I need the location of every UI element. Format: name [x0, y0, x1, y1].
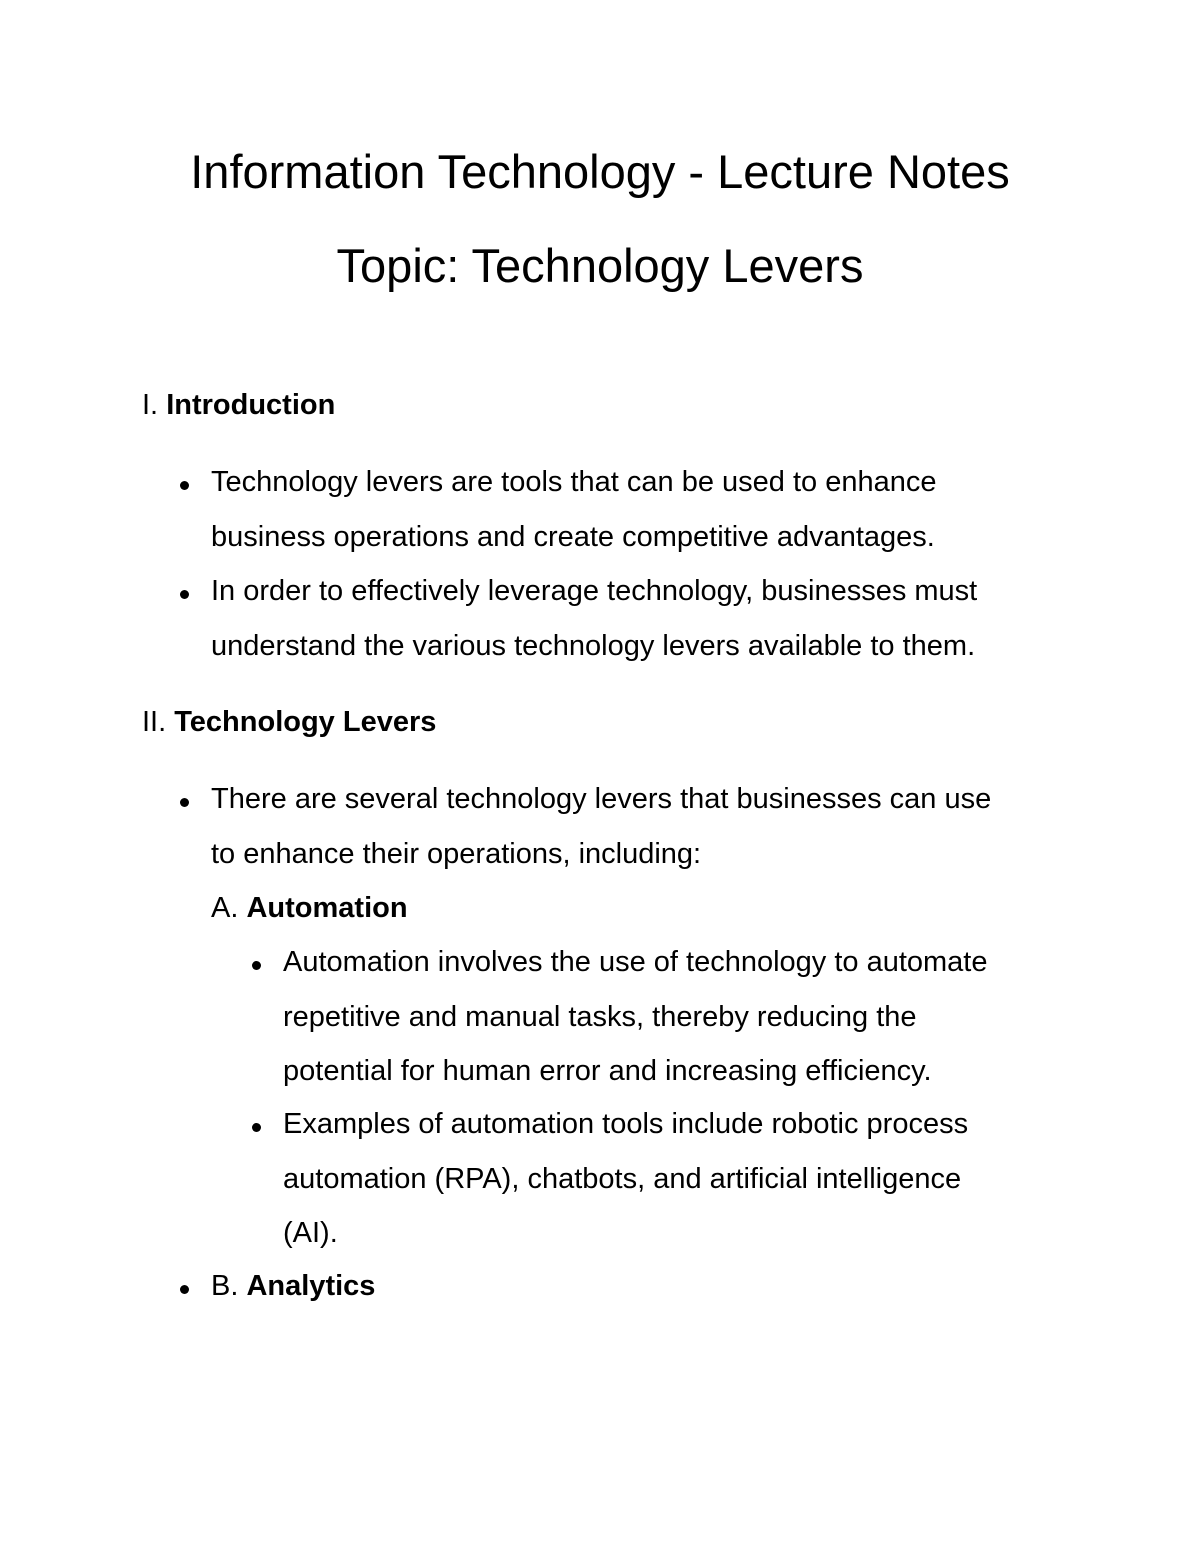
- section-heading-introduction: [142, 391, 335, 420]
- bullet-dot: [180, 481, 189, 490]
- document-subtitle: Topic: Technology Levers: [336, 239, 864, 292]
- list-item-line: Examples of automation tools include robotic process: [283, 1108, 969, 1140]
- list-item-line: Technology levers are tools that can be used to enhance: [211, 466, 937, 498]
- document-title: Information Technology - Lecture Notes: [190, 145, 1010, 198]
- subheading-automation: [211, 894, 408, 923]
- section-number: I.: [142, 389, 159, 421]
- list-item: [283, 1097, 968, 1261]
- bullet-dot: [180, 590, 189, 599]
- list-item-line: understand the various technology levers available to them.: [211, 629, 976, 662]
- list-item-line: In order to effectively leverage technology, businesses must: [211, 575, 978, 607]
- subheading-analytics: [211, 1272, 375, 1301]
- list-item-line: automation (RPA), chatbots, and artificial intelligence: [283, 1162, 962, 1195]
- list-item: [211, 455, 936, 564]
- list-item-line: repetitive and manual tasks, thereby reducing the: [283, 1000, 917, 1033]
- list-item-line: business operations and create competitive advantages.: [211, 520, 935, 553]
- subheading-title: Automation: [246, 892, 408, 924]
- list-item: [211, 772, 991, 881]
- list-item-line: (AI).: [283, 1217, 338, 1249]
- subheading-letter: A.: [211, 892, 239, 924]
- bullet-dot: [252, 1123, 261, 1132]
- list-item-line: There are several technology levers that businesses can use: [211, 783, 992, 815]
- bullet-dot: [252, 961, 261, 970]
- subheading-title: Analytics: [246, 1270, 376, 1302]
- list-item: [283, 935, 988, 1099]
- subheading-letter: B.: [211, 1270, 239, 1302]
- section-number: II.: [142, 706, 167, 738]
- bullet-dot: [180, 798, 189, 807]
- list-item: [211, 564, 977, 673]
- list-item-line: potential for human error and increasing efficiency.: [283, 1055, 932, 1087]
- bullet-dot: [180, 1285, 189, 1294]
- list-item-line: to enhance their operations, including:: [211, 837, 702, 870]
- list-item-line: Automation involves the use of technology to automate: [283, 946, 988, 978]
- section-heading-technology-levers: [142, 708, 436, 737]
- section-title: Technology Levers: [174, 706, 437, 738]
- section-title: Introduction: [166, 389, 336, 421]
